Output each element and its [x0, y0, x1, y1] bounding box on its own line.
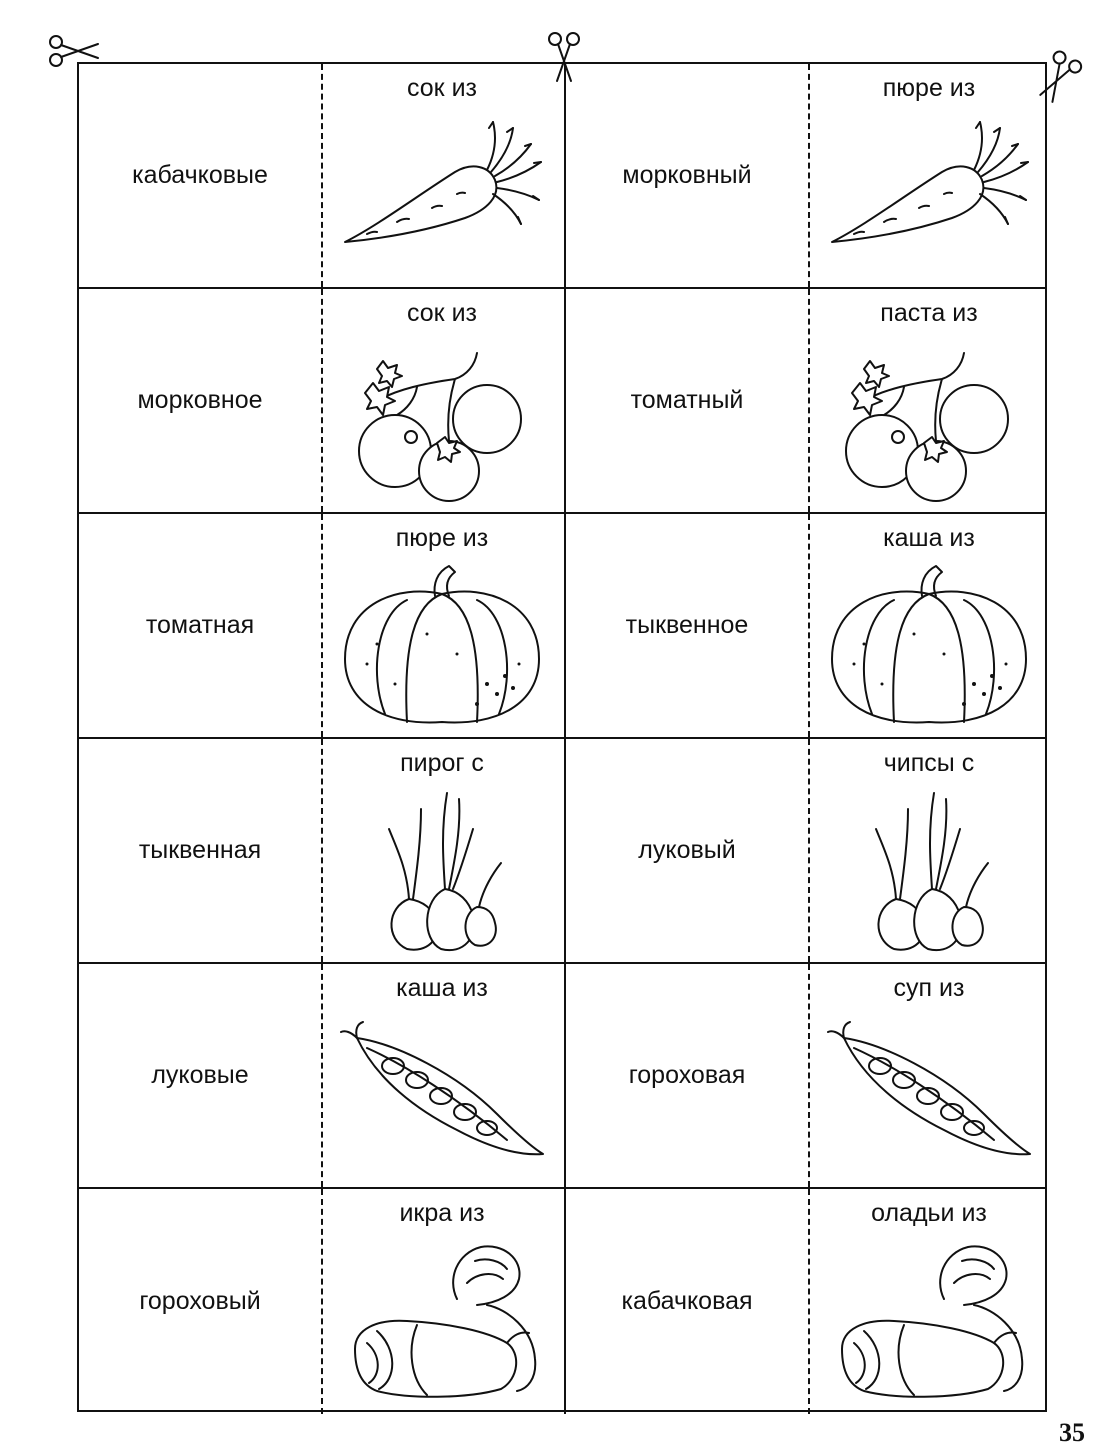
card-phrase: оладьи из [871, 1199, 987, 1227]
card-picture-area [323, 964, 561, 1187]
domino-card [79, 1189, 564, 1414]
card-phrase: икра из [399, 1199, 485, 1227]
card-phrase: сок из [407, 299, 477, 327]
card-row [79, 514, 1045, 739]
card-word: луковый [638, 836, 736, 864]
domino-card [564, 964, 1047, 1187]
card-picture-area [323, 514, 561, 737]
card-sheet [77, 62, 1047, 1412]
domino-card [564, 1189, 1047, 1414]
onion-icon [824, 789, 1034, 954]
card-picture-area [810, 64, 1048, 287]
domino-card [564, 64, 1047, 287]
card-picture-area [810, 289, 1048, 512]
card-phrase: каша из [883, 524, 975, 552]
card-picture-area [323, 289, 561, 512]
tomato-icon [337, 339, 547, 504]
card-word: кабачковая [621, 1287, 753, 1315]
domino-card [79, 964, 564, 1187]
domino-card [79, 289, 564, 512]
card-word: гороховый [139, 1287, 261, 1315]
card-row [79, 1189, 1045, 1414]
card-row [79, 964, 1045, 1189]
card-picture-area [810, 1189, 1048, 1414]
card-phrase: каша из [396, 974, 488, 1002]
card-phrase: паста из [880, 299, 978, 327]
domino-card [79, 64, 564, 287]
card-word: гороховая [628, 1061, 746, 1089]
card-word: кабачковые [132, 161, 268, 189]
card-phrase: чипсы с [883, 749, 975, 777]
domino-card [564, 289, 1047, 512]
card-row [79, 64, 1045, 289]
domino-card [79, 514, 564, 737]
domino-card [564, 514, 1047, 737]
card-phrase: суп из [893, 974, 965, 1002]
card-picture-area [323, 1189, 561, 1414]
card-picture-area [810, 964, 1048, 1187]
zucchini-icon [824, 1239, 1034, 1404]
card-word: томатная [145, 611, 255, 639]
card-word: луковые [151, 1061, 249, 1089]
card-phrase: сок из [407, 74, 477, 102]
card-picture-area [810, 739, 1048, 962]
zucchini-icon [337, 1239, 547, 1404]
pumpkin-icon [824, 564, 1034, 729]
pea-pod-icon [337, 1014, 547, 1179]
tomato-icon [824, 339, 1034, 504]
card-word: тыквенное [625, 611, 749, 639]
card-phrase: пирог с [400, 749, 484, 777]
card-word: томатный [630, 386, 744, 414]
card-word: морковный [622, 161, 752, 189]
carrot-icon [337, 114, 547, 279]
onion-icon [337, 789, 547, 954]
card-picture-area [810, 514, 1048, 737]
page-number: 35 [1059, 1418, 1085, 1447]
carrot-icon [824, 114, 1034, 279]
pumpkin-icon [337, 564, 547, 729]
card-picture-area [323, 739, 561, 962]
card-picture-area [323, 64, 561, 287]
domino-card [564, 739, 1047, 962]
card-row [79, 289, 1045, 514]
card-phrase: пюре из [882, 74, 976, 102]
card-row [79, 739, 1045, 964]
domino-card [79, 739, 564, 962]
card-word: морковное [137, 386, 263, 414]
card-phrase: пюре из [395, 524, 489, 552]
card-word: тыквенная [138, 836, 262, 864]
pea-pod-icon [824, 1014, 1034, 1179]
